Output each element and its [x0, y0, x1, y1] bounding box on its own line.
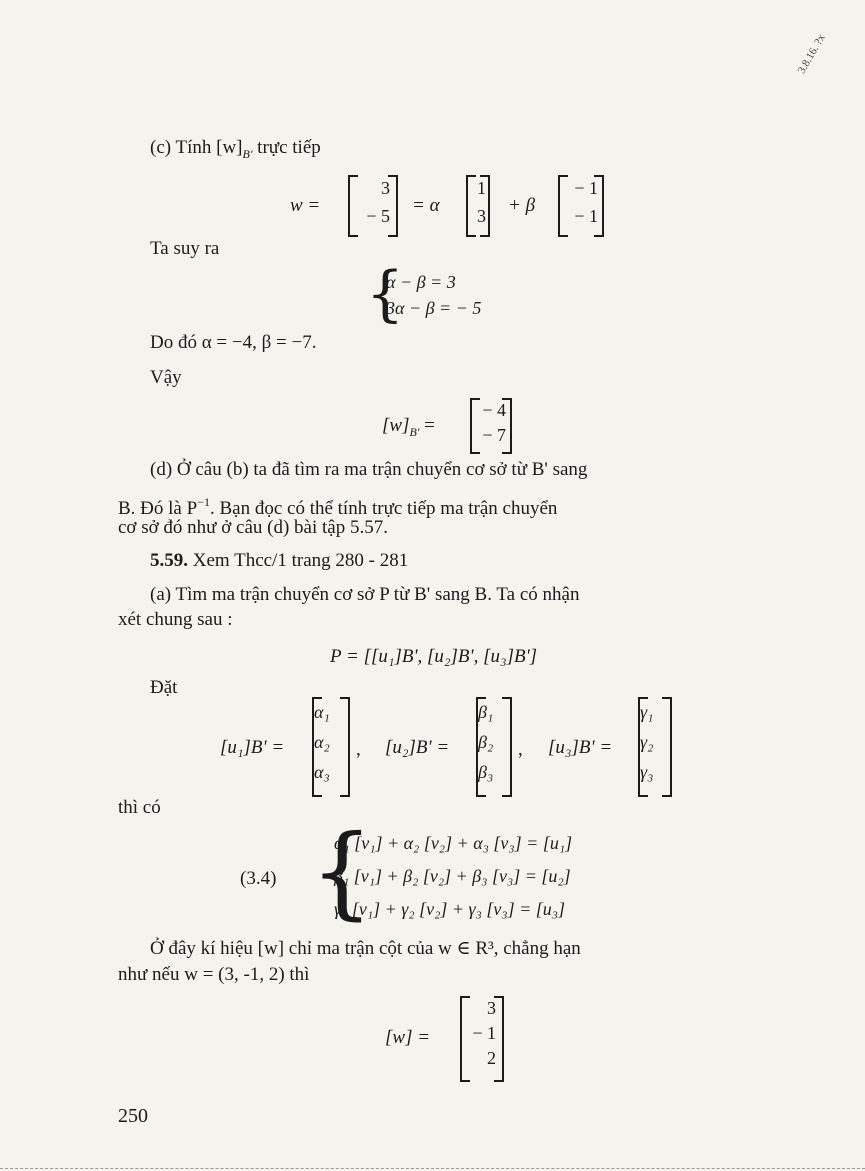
- w-col-label: [w] =: [385, 1027, 431, 1048]
- exercise-a-line-1: (a) Tìm ma trận chuyển cơ sở P từ B' sang B. Ta có nhận: [150, 584, 580, 605]
- u3-vec-3: γ₃: [640, 762, 654, 782]
- w-col-right-bracket: [494, 996, 504, 1082]
- w-vec-right-bracket: [388, 175, 398, 237]
- ta-suy-ra: Ta suy ra: [150, 238, 220, 259]
- system-line-2: 3α − β = − 5: [386, 298, 482, 318]
- result-vec-right-bracket: [502, 398, 512, 454]
- w-label: w =: [290, 195, 321, 216]
- part-c-heading: (c) Tính $[w]_{B'}$ trực tiếp: [150, 137, 321, 161]
- sys34-line-1: α₁ [v₁] + α₂ [v₂] + α₃ [v₃] = [u₁]: [334, 833, 573, 853]
- note-line-1: Ở đây kí hiệu [w] chỉ ma trận cột của w ∈ R³, chẳng hạn: [150, 938, 581, 959]
- sys34-line-3: γ₁ [v₁] + γ₂ [v₂] + γ₃ [v₃] = [u₃]: [334, 899, 566, 919]
- part-d-line-1: (d) Ở câu (b) ta đã tìm ra ma trận chuyển cơ sở từ B' sang: [150, 459, 588, 480]
- u3-vec-1: γ₁: [640, 702, 654, 722]
- vec-a-1: 1: [477, 178, 486, 198]
- vay-label: Vậy: [150, 367, 182, 388]
- u1-vec-right-bracket: [340, 697, 350, 797]
- u2-label: [u₂]B' =: [385, 737, 450, 758]
- result-vec-2: − 7: [482, 425, 506, 445]
- bottom-edge: [0, 1168, 865, 1169]
- comma-2: ,: [518, 739, 523, 760]
- w-vec-1: 3: [381, 178, 390, 198]
- u2-vec-right-bracket: [502, 697, 512, 797]
- system-brace: {: [366, 259, 405, 329]
- comma-1: ,: [356, 739, 361, 760]
- vec-b-2: − 1: [574, 206, 598, 226]
- w-col-2: − 1: [472, 1023, 496, 1043]
- u2-vec-1: β₁: [478, 702, 494, 722]
- thi-co: thì có: [118, 797, 161, 818]
- vec-a-2: 3: [477, 206, 486, 226]
- system-line-1: α − β = 3: [386, 272, 456, 292]
- library-stamp: 3.8.16. ?x: [795, 32, 828, 76]
- part-d-line-2: B. Đó là $P^{-1}$. Bạn đọc có thể tính trực tiếp ma trận chuyển: [118, 495, 558, 519]
- vec-b-right-bracket: [594, 175, 604, 237]
- u3-label: [u₃]B' =: [548, 737, 613, 758]
- u1-vec-1: α₁: [314, 702, 330, 722]
- note-line-2: như nếu w = (3, -1, 2) thì: [118, 964, 310, 985]
- vec-a-right-bracket: [480, 175, 490, 237]
- plus-beta: + β: [508, 195, 536, 216]
- u1-label: [u₁]B' =: [220, 737, 285, 758]
- u1-vec-2: α₂: [314, 732, 330, 752]
- page-number: 250: [118, 1105, 148, 1127]
- w-vec-2: − 5: [366, 206, 390, 226]
- exercise-a-line-2: xét chung sau :: [118, 609, 233, 630]
- u2-vec-2: β₂: [478, 732, 494, 752]
- u1-vec-3: α₃: [314, 762, 330, 782]
- dat-label: Đặt: [150, 677, 178, 698]
- u3-vec-right-bracket: [662, 697, 672, 797]
- sys34-brace: {: [310, 813, 374, 930]
- result-label: $[w]_{B'}$ =: [382, 415, 435, 439]
- exercise-heading: 5.59. Xem Thcc/1 trang 280 - 281: [150, 550, 409, 571]
- equation-number: (3.4): [240, 868, 277, 889]
- do-do-line: Do đó α = −4, β = −7.: [150, 332, 317, 353]
- part-d-line-3: cơ sở đó như ở câu (d) bài tập 5.57.: [118, 517, 388, 538]
- w-col-1: 3: [487, 998, 496, 1018]
- w-col-3: 2: [487, 1048, 496, 1068]
- sys34-line-2: β₁ [v₁] + β₂ [v₂] + β₃ [v₃] = [u₂]: [334, 866, 571, 886]
- p-formula: P = [[u₁]B', [u₂]B', [u₃]B']: [330, 646, 538, 667]
- u2-vec-3: β₃: [478, 762, 494, 782]
- vec-b-1: − 1: [574, 178, 598, 198]
- result-vec-1: − 4: [482, 400, 506, 420]
- u3-vec-2: γ₂: [640, 732, 654, 752]
- eq-alpha: = α: [412, 195, 440, 216]
